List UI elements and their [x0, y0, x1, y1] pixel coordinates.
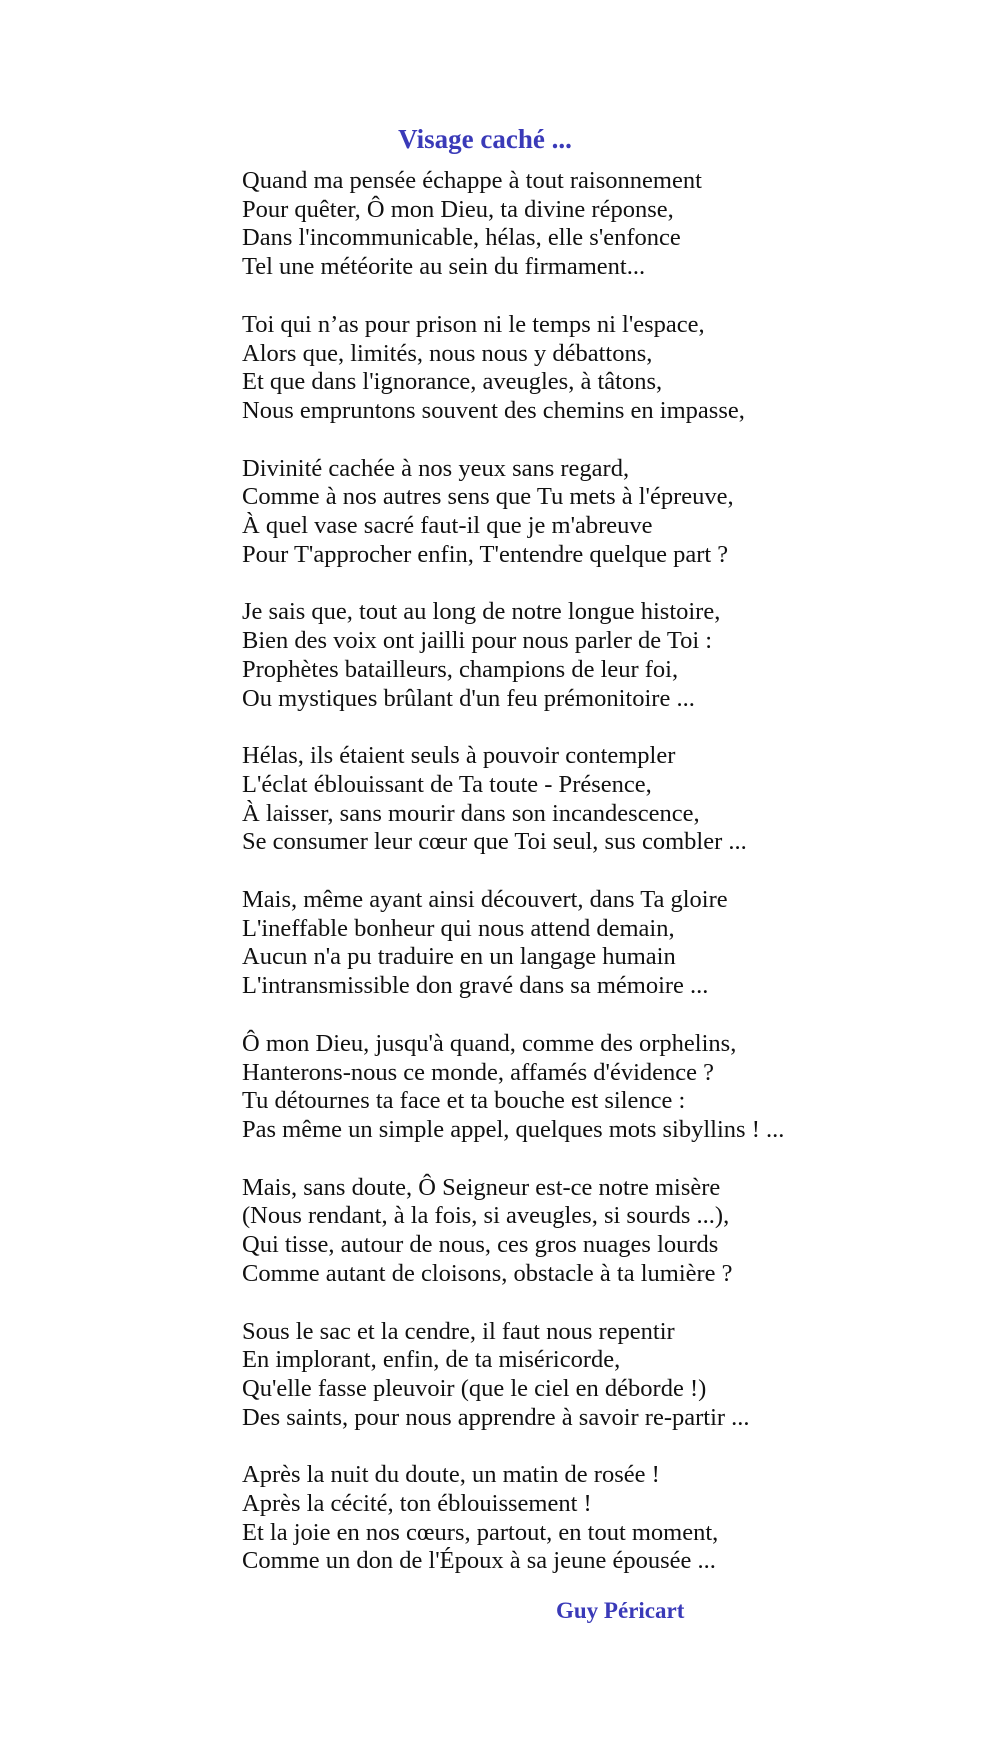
verse-line: Des saints, pour nous apprendre à savoir re-partir ...: [242, 1403, 750, 1431]
verse-line: L'éclat éblouissant de Ta toute - Présence,: [242, 770, 652, 798]
verse-line: Qui tisse, autour de nous, ces gros nuages lourds: [242, 1231, 719, 1259]
poem-body: [242, 167, 882, 1605]
verse-line: Dans l'incommunicable, hélas, elle s'enfonce: [242, 224, 681, 252]
verse-line: Après la nuit du doute, un matin de rosée !: [242, 1461, 660, 1489]
stanza: [242, 167, 882, 282]
verse-line: Tu détournes ta face et ta bouche est silence :: [242, 1087, 686, 1115]
stanza: [242, 1174, 882, 1289]
verse-line: Je sais que, tout au long de notre longue histoire,: [242, 598, 721, 626]
verse-line: L'intransmissible don gravé dans sa mémoire ...: [242, 972, 709, 1000]
verse-line: Pour quêter, Ô mon Dieu, ta divine réponse,: [242, 195, 674, 223]
poem-title: Visage caché ...: [398, 124, 572, 155]
verse-line: Hanterons-nous ce monde, affamés d'évidence ?: [242, 1058, 714, 1086]
verse-line: Aucun n'a pu traduire en un langage humain: [242, 943, 676, 971]
stanza: [242, 1461, 882, 1576]
verse-line: Se consumer leur cœur que Toi seul, sus combler ...: [242, 828, 747, 856]
verse-line: Pour T'approcher enfin, T'entendre quelque part ?: [242, 540, 729, 568]
stanza: [242, 311, 882, 426]
stanza: [242, 742, 882, 857]
stanza: [242, 455, 882, 570]
verse-line: L'ineffable bonheur qui nous attend demain,: [242, 914, 675, 942]
verse-line: À quel vase sacré faut-il que je m'abreuve: [242, 512, 653, 540]
verse-line: Pas même un simple appel, quelques mots sibyllins ! ...: [242, 1115, 785, 1143]
verse-line: Tel une météorite au sein du firmament...: [242, 253, 646, 281]
verse-line: Mais, sans doute, Ô Seigneur est-ce notre misère: [242, 1173, 721, 1201]
verse-line: Comme à nos autres sens que Tu mets à l'épreuve,: [242, 483, 734, 511]
author-signature: Guy Péricart: [556, 1598, 685, 1623]
verse-line: Prophètes batailleurs, champions de leur foi,: [242, 655, 679, 683]
stanza: [242, 1318, 882, 1433]
verse-line: Comme autant de cloisons, obstacle à ta lumière ?: [242, 1259, 733, 1287]
verse-line: Qu'elle fasse pleuvoir (que le ciel en déborde !): [242, 1374, 707, 1402]
stanza: [242, 886, 882, 1001]
verse-line: Quand ma pensée échappe à tout raisonnement: [242, 167, 702, 194]
stanza: [242, 1030, 882, 1145]
verse-line: (Nous rendant, à la fois, si aveugles, si sourds ...),: [242, 1202, 730, 1230]
verse-line: Bien des voix ont jailli pour nous parler de Toi :: [242, 627, 713, 655]
verse-line: Sous le sac et la cendre, il faut nous repentir: [242, 1317, 675, 1345]
verse-line: À laisser, sans mourir dans son incandescence,: [242, 799, 700, 827]
verse-line: En implorant, enfin, de ta miséricorde,: [242, 1346, 621, 1374]
verse-line: Toi qui n’as pour prison ni le temps ni l'espace,: [242, 310, 705, 338]
verse-line: Ou mystiques brûlant d'un feu prémonitoire ...: [242, 684, 695, 712]
verse-line: Ô mon Dieu, jusqu'à quand, comme des orphelins,: [242, 1029, 737, 1057]
verse-line: Mais, même ayant ainsi découvert, dans Ta gloire: [242, 886, 728, 914]
verse-line: Après la cécité, ton éblouissement !: [242, 1490, 592, 1518]
verse-line: Alors que, limités, nous nous y débattons,: [242, 339, 653, 367]
verse-line: Comme un don de l'Époux à sa jeune épousée ...: [242, 1547, 716, 1575]
stanza: [242, 598, 882, 713]
verse-line: Et la joie en nos cœurs, partout, en tout moment,: [242, 1518, 719, 1546]
verse-line: Et que dans l'ignorance, aveugles, à tâtons,: [242, 368, 663, 396]
verse-line: Hélas, ils étaient seuls à pouvoir contempler: [242, 742, 676, 770]
verse-line: Nous empruntons souvent des chemins en impasse,: [242, 396, 745, 424]
verse-line: Divinité cachée à nos yeux sans regard,: [242, 454, 630, 482]
